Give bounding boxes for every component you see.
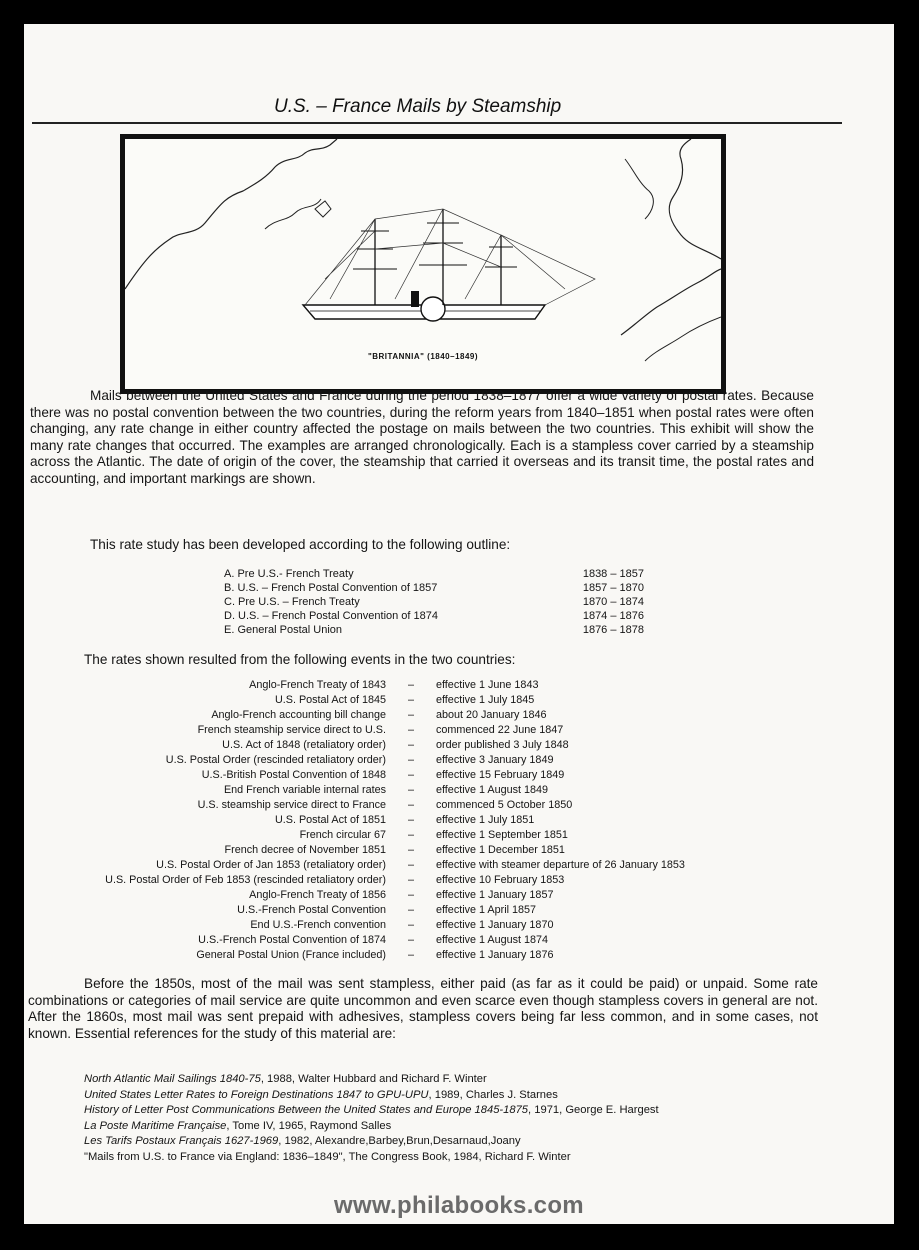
event-name: U.S. Postal Order of Feb 1853 (rescinded retaliatory order) [105,874,386,886]
reference-details: , 1989, Charles J. Starnes [428,1088,558,1101]
outline-item [224,581,644,595]
event-dash: – [407,754,414,766]
event-dash: – [407,769,414,781]
event-row [46,843,766,858]
event-dash: – [407,919,414,931]
event-dash: – [407,694,414,706]
event-row [46,828,766,843]
event-date: effective with steamer departure of 26 January 1853 [436,859,685,871]
event-dash: – [407,859,414,871]
outline-years: 1874 – 1876 [582,610,644,622]
intro-paragraph: Mails between the United States and France during the period 1838–1877 offer a wide variety of postal rates. Because there was no postal convention between the two countries, during the reform years from 1840–1851 when postal rates were often changing, any rate change in either country affected the postage on mails between the two countries. This exhibit will show the many rate changes that occurred. The examples are arranged chronologically. Each is a stampless cover carried by a steamship across the Atlantic. The date of origin of the cover, the steamship that carried it overseas and its transit time, the postal rates and accounting, and important markings are shown. [30,388,814,486]
outline-years: 1876 – 1878 [582,624,644,636]
events-intro: The rates shown resulted from the following events in the two countries: [84,652,516,667]
outline-years: 1870 – 1874 [582,596,644,608]
event-name: U.S. Postal Order (rescinded retaliatory order) [165,754,386,766]
reference-item [84,1119,784,1135]
event-date: effective 1 December 1851 [436,844,565,856]
reference-title: United States Letter Rates to Foreign Destinations 1847 to GPU-UPU [84,1088,429,1101]
event-date: effective 1 July 1845 [436,694,535,706]
reference-title: History of Letter Post Communications Between the United States and Europe 1845-1875 [84,1104,529,1116]
event-date: effective 15 February 1849 [436,769,565,781]
outline-years: 1857 – 1870 [582,582,644,594]
event-row [46,948,766,963]
event-name: General Postal Union (France included) [196,949,386,961]
outline-item [224,623,644,637]
references-list [84,1072,784,1165]
event-name: Anglo-French Treaty of 1843 [249,679,386,691]
event-name: U.S. Postal Act of 1851 [274,814,386,826]
map-ship-illustration [120,134,726,394]
event-dash: – [407,949,414,961]
event-dash: – [407,904,414,916]
event-name: U.S. Postal Order of Jan 1853 (retaliatory order) [156,859,386,871]
event-date: effective 1 April 1857 [436,904,537,916]
reference-title: Les Tarifs Postaux Français 1627-1969 [84,1135,279,1147]
event-date: order published 3 July 1848 [436,739,569,751]
outline-item [224,609,644,623]
title-rule [32,122,842,124]
reference-item [84,1072,784,1088]
event-row [46,798,766,813]
event-name: Anglo-French Treaty of 1856 [249,889,386,901]
event-name: U.S. Act of 1848 (retaliatory order) [222,739,386,751]
outline-list [224,567,644,637]
outline-label: C. Pre U.S. – French Treaty [224,596,360,608]
event-row [46,888,766,903]
reference-details: , Tome IV, 1965, Raymond Salles [226,1119,392,1132]
event-row [46,708,766,723]
event-row [46,918,766,933]
reference-details: "Mails from U.S. to France via England: 1836–1849", The Congress Book, 1984, Richard F. Winter [84,1150,571,1163]
event-name: U.S.-British Postal Convention of 1848 [201,769,386,781]
event-dash: – [407,679,414,691]
event-dash: – [407,724,414,736]
event-name: U.S.-French Postal Convention [237,904,386,916]
event-row [46,693,766,708]
event-row [46,858,766,873]
reference-title: La Poste Maritime Française [84,1119,227,1132]
outline-years: 1838 – 1857 [582,568,644,580]
event-date: effective 1 August 1874 [436,934,549,946]
reference-item [84,1134,784,1150]
event-row [46,873,766,888]
event-date: about 20 January 1846 [436,709,547,721]
event-date: effective 1 January 1857 [436,889,554,901]
reference-details: , 1971, George E. Hargest [528,1104,659,1116]
event-row [46,738,766,753]
event-date: effective 1 January 1870 [436,919,554,931]
reference-item [84,1088,784,1104]
event-row [46,783,766,798]
event-dash: – [407,874,414,886]
event-name: U.S. Postal Act of 1845 [274,694,386,706]
event-dash: – [407,934,414,946]
event-date: commenced 5 October 1850 [436,799,573,811]
event-date: effective 3 January 1849 [436,754,554,766]
event-row [46,723,766,738]
events-list [46,678,766,963]
event-name: French decree of November 1851 [224,844,386,856]
outline-item [224,567,644,581]
event-date: commenced 22 June 1847 [436,724,564,736]
event-row [46,753,766,768]
reference-item [84,1150,784,1166]
event-row [46,678,766,693]
event-row [46,903,766,918]
event-dash: – [407,739,414,751]
outline-item [224,595,644,609]
page-title: U.S. – France Mails by Steamship [274,96,562,117]
event-row [46,768,766,783]
event-row [46,813,766,828]
event-dash: – [407,814,414,826]
event-date: effective 1 August 1849 [436,784,549,796]
event-name: End U.S.-French convention [250,919,386,931]
outline-label: D. U.S. – French Postal Convention of 1874 [224,610,439,622]
event-date: effective 1 June 1843 [436,679,539,691]
outline-label: A. Pre U.S.- French Treaty [224,568,354,580]
event-row [46,933,766,948]
event-dash: – [407,829,414,841]
document-page [24,24,894,1224]
event-name: U.S.-French Postal Convention of 1874 [198,934,386,946]
event-name: Anglo-French accounting bill change [211,709,386,721]
event-date: effective 1 January 1876 [436,949,554,961]
illustration-caption: "BRITANNIA" (1840–1849) [367,352,479,361]
outline-label: E. General Postal Union [224,624,343,636]
event-dash: – [407,799,414,811]
event-dash: – [407,784,414,796]
outline-intro: This rate study has been developed according to the following outline: [90,537,511,552]
event-date: effective 1 July 1851 [436,814,535,826]
closing-paragraph: Before the 1850s, most of the mail was sent stampless, either paid (as far as it could be paid) or unpaid. Some rate combinations or categories of mail service are quite uncommon and even scarce even though stampless covers in general are not. After the 1860s, most mail was sent prepaid with adhesives, stampless covers being far less common, and in some cases, not known. Essential references for the study of this material are: [28,976,818,1041]
event-dash: – [407,844,414,856]
event-name: End French variable internal rates [223,784,386,796]
reference-item [84,1103,784,1119]
outline-label: B. U.S. – French Postal Convention of 1857 [224,582,438,594]
reference-details: , 1988, Walter Hubbard and Richard F. Winter [260,1073,487,1085]
watermark-url: www.philabooks.com [334,1192,584,1219]
reference-details: , 1982, Alexandre,Barbey,Brun,Desarnaud,Joany [278,1135,521,1147]
event-name: French steamship service direct to U.S. [197,724,386,736]
event-dash: – [407,709,414,721]
event-dash: – [407,889,414,901]
event-date: effective 1 September 1851 [436,829,568,841]
event-name: French circular 67 [299,829,386,841]
reference-title: North Atlantic Mail Sailings 1840-75 [84,1073,261,1085]
event-date: effective 10 February 1853 [436,874,565,886]
event-name: U.S. steamship service direct to France [197,799,386,811]
